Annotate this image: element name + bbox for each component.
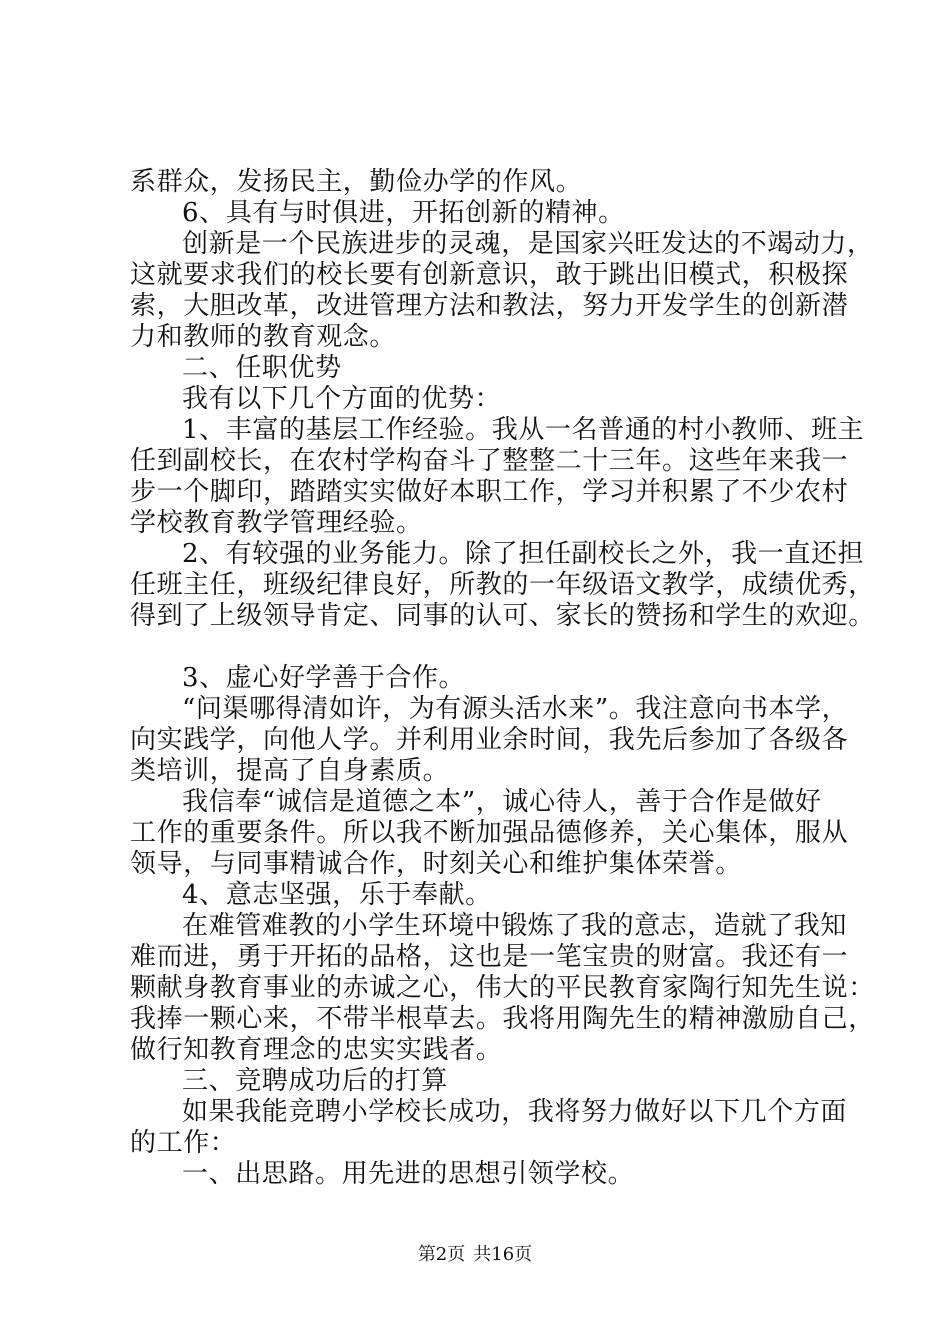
text-line: 做行知教育理念的忠实实践者。 (130, 1035, 503, 1065)
text-line: 在难管难教的小学生环境中锻炼了我的意志，造就了我知 (182, 911, 848, 941)
page-total: 共16页 (473, 1244, 533, 1265)
text-line: 难而进，勇于开拓的品格，这也是一笔宝贵的财富。我还有一 (130, 942, 849, 972)
text-line: 的工作： (130, 1128, 237, 1158)
text-line: 类培训，提高了自身素质。 (130, 756, 450, 786)
text-line: 向实践学，向他人学。并利用业余时间，我先后参加了各级各 (130, 725, 849, 755)
text-line: “问渠哪得清如许，为有源头活水来”。我注意向书本学， (182, 694, 849, 724)
text-line: 系群众，发扬民主，勤俭办学的作风。 (130, 167, 583, 197)
text-line: 工作的重要条件。所以我不断加强品德修养，关心集体，服从 (130, 818, 849, 848)
text-line: 如果我能竞聘小学校长成功，我将努力做好以下几个方面 (182, 1097, 848, 1127)
text-line: 我有以下几个方面的优势： (182, 384, 502, 414)
section-heading: 三、竞聘成功后的打算 (182, 1066, 449, 1096)
list-item-heading: 6、具有与时俱进，开拓创新的精神。 (182, 198, 625, 228)
text-line: 力和教师的教育观念。 (130, 322, 397, 352)
text-line: 领导，与同事精诚合作，时刻关心和维护集体荣誉。 (130, 849, 742, 879)
text-line: 一、出思路。用先进的思想引领学校。 (182, 1159, 635, 1189)
page-number: 第2页 (417, 1244, 466, 1265)
blank-line (130, 632, 850, 663)
text-line: 得到了上级领导肯定、同事的认可、家长的赞扬和学生的欢迎。 (130, 601, 875, 631)
list-item-heading: 2、有较强的业务能力。除了担任副校长之外，我一直还担 (182, 539, 865, 569)
document-body (130, 167, 875, 1190)
text-line: 创新是一个民族进步的灵魂，是国家兴旺发达的不竭动力， (182, 229, 874, 259)
list-item-heading: 3、虚心好学善于合作。 (182, 663, 466, 693)
text-line: 学校教育教学管理经验。 (130, 508, 423, 538)
text-line: 颗献身教育事业的赤诚之心，伟大的平民教育家陶行知先生说： (130, 973, 875, 1003)
list-item-heading: 1、丰富的基层工作经验。我从一名普通的村小教师、班主 (182, 415, 865, 445)
text-line: 任到副校长，在农村学构奋斗了整整二十三年。这些年来我一 (130, 446, 849, 476)
text-line: 我信奉“诚信是道德之本”，诚心待人，善于合作是做好 (182, 787, 822, 817)
list-item-heading: 4、意志坚强，乐于奉献。 (182, 880, 492, 910)
text-line: 步一个脚印，踏踏实实做好本职工作，学习并积累了不少农村 (130, 477, 849, 507)
section-heading: 二、任职优势 (182, 353, 342, 383)
text-line: 索，大胆改革，改进管理方法和教法，努力开发学生的创新潜 (130, 291, 849, 321)
page-footer (0, 1244, 950, 1266)
text-line: 这就要求我们的校长要有创新意识，敢于跳出旧模式，积极探 (130, 260, 849, 290)
text-line: 任班主任，班级纪律良好，所教的一年级语文教学，成绩优秀， (130, 570, 875, 600)
text-line: 我捧一颗心来，不带半根草去。我将用陶先生的精神激励自己， (130, 1004, 875, 1034)
